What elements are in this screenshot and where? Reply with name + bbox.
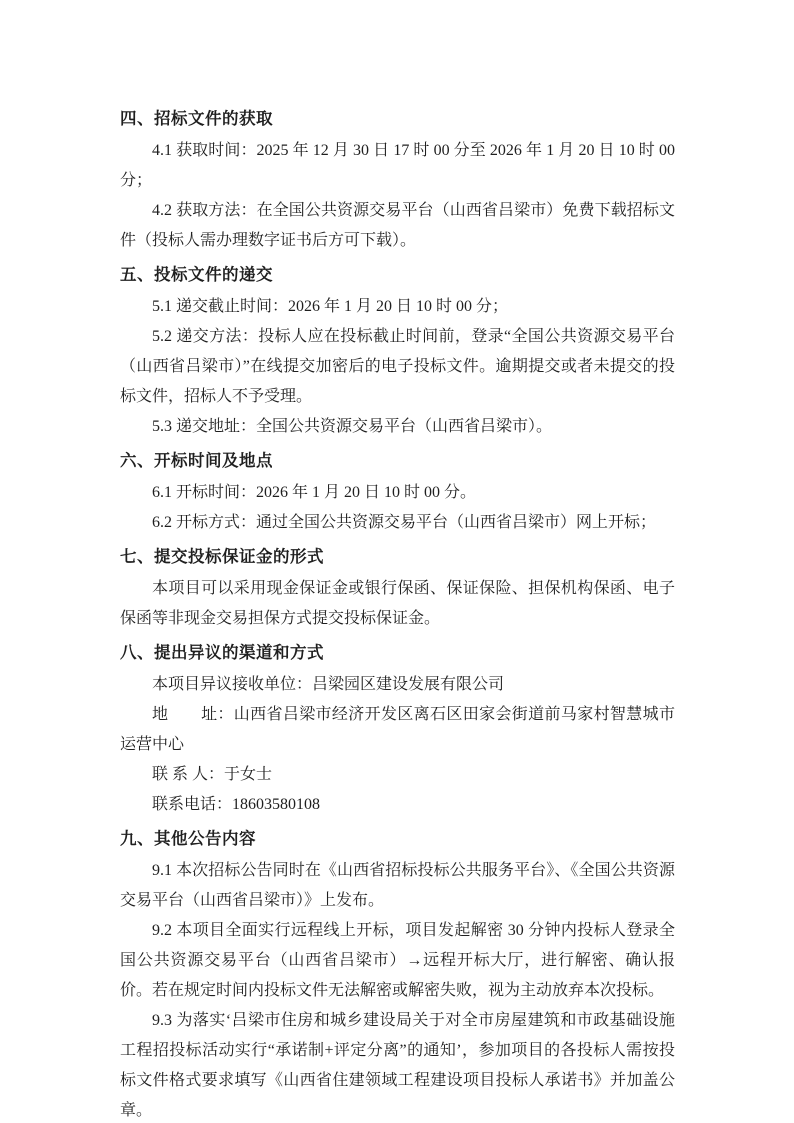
section-bid-opening (120, 446, 675, 538)
section-heading: 九、其他公告内容 (120, 830, 256, 848)
section-objection-channel (120, 638, 675, 820)
section-bid-submission (120, 260, 675, 442)
section-file-acquisition (120, 104, 675, 256)
paragraph: 9.3 为落实‘吕梁市住房和城乡建设局关于对全市房屋建筑和市政基础设施工程招投标活动实行“承诺制+评定分离”的通知’，参加项目的各投标人需按投标文件格式要求填写《山西省住建领域工程建设项目投标人承诺书》并加盖公章。 (120, 1012, 675, 1119)
paragraph: 5.3 递交地址：全国公共资源交易平台（山西省吕梁市）。 (152, 418, 553, 435)
paragraph: 9.2 本项目全面实行远程线上开标，项目发起解密 30 分钟内投标人登录全国公共资源交易平台（山西省吕梁市）→远程开标大厅，进行解密、确认报价。若在规定时间内投标文件无法解密或解密失败，视为主动放弃本次投标。 (120, 922, 675, 999)
paragraph: 5.1 递交截止时间：2026 年 1 月 20 日 10 时 00 分； (152, 298, 509, 315)
paragraph: 5.2 递交方法：投标人应在投标截止时间前，登录“全国公共资源交易平台（山西省吕梁市）”在线提交加密后的电子投标文件。逾期提交或者未提交的投标文件，招标人不予受理。 (120, 328, 675, 405)
section-other-announcements (120, 824, 675, 1123)
section-heading: 八、提出异议的渠道和方式 (120, 644, 324, 662)
section-heading: 四、招标文件的获取 (120, 110, 273, 128)
section-heading: 七、提交投标保证金的形式 (120, 548, 324, 566)
paragraph-contact-phone: 联系电话：18603580108 (152, 796, 321, 813)
paragraph: 6.1 开标时间：2026 年 1 月 20 日 10 时 00 分。 (152, 484, 477, 501)
section-heading: 六、开标时间及地点 (120, 452, 273, 470)
paragraph: 6.2 开标方式：通过全国公共资源交易平台（山西省吕梁市）网上开标； (152, 514, 657, 531)
paragraph-objection-receiver: 本项目异议接收单位：吕梁园区建设发展有限公司 (152, 676, 505, 693)
section-heading: 五、投标文件的递交 (120, 266, 273, 284)
paragraph: 本项目可以采用现金保证金或银行保函、保证保险、担保机构保函、电子保函等非现金交易担保方式提交投标保证金。 (120, 580, 675, 627)
section-bid-security (120, 542, 675, 634)
paragraph: 9.1 本次招标公告同时在《山西省招标投标公共服务平台》、《全国公共资源交易平台（山西省吕梁市）》上发布。 (120, 862, 675, 909)
paragraph: 4.2 获取方法：在全国公共资源交易平台（山西省吕梁市）免费下载招标文件（投标人需办理数字证书后方可下载）。 (120, 202, 675, 249)
paragraph: 4.1 获取时间：2025 年 12 月 30 日 17 时 00 分至 2026 年 1 月 20 日 10 时 00 分； (120, 142, 675, 189)
paragraph-address: 地 址：山西省吕梁市经济开发区离石区田家会街道前马家村智慧城市运营中心 (120, 706, 675, 753)
paragraph-contact-person: 联 系 人：于女士 (152, 766, 273, 783)
